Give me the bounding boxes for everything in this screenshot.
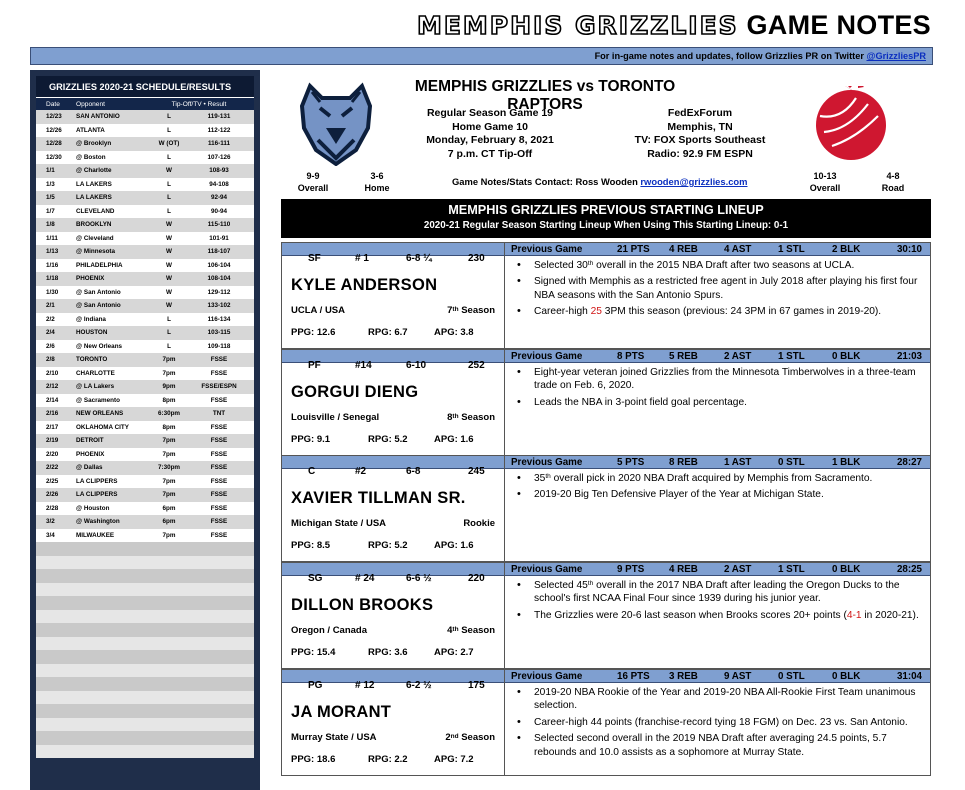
grizzlies-logo-icon (296, 78, 376, 166)
schedule-row (36, 515, 254, 529)
game-opponent: LA LAKERS (76, 180, 112, 188)
player-note: • Signed with Memphis as a restricted free agent in July 2018 after playing his first four NBA seasons with the San Antonio Spurs. (512, 275, 924, 302)
twitter-handle-link[interactable]: @GrizzliesPR (866, 51, 926, 61)
game-result: L (167, 342, 171, 350)
game-opponent: @ Boston (76, 153, 106, 161)
player-season: 2nd Season (445, 732, 495, 743)
player-number: #2 (355, 466, 367, 477)
schedule-row (36, 745, 254, 759)
player-notes-panel (505, 456, 930, 561)
player-rpg: RPG: 5.2 (368, 540, 408, 551)
lineup-header (281, 199, 931, 238)
game-opponent: @ Indiana (76, 315, 106, 323)
game-opponent: LA LAKERS (76, 194, 112, 202)
game-opponent: @ Sacramento (76, 396, 120, 404)
player-weight: 175 (468, 680, 485, 691)
matchup-title: MEMPHIS GRIZZLIES vs TORONTO RAPTORS (414, 78, 676, 113)
game-date: 1/18 (46, 275, 59, 283)
schedule-row (36, 232, 254, 246)
player-season: Rookie (463, 518, 495, 529)
schedule-row (36, 623, 254, 637)
game-opponent: CHARLOTTE (76, 369, 115, 377)
game-opponent: @ San Antonio (76, 288, 121, 296)
game-date: 2/8 (46, 356, 55, 364)
game-date: 1/1 (46, 167, 55, 175)
schedule-row (36, 326, 254, 340)
game-opponent: PHOENIX (76, 275, 105, 283)
game-date: 2/26 (46, 491, 59, 499)
player-note: • Selected second overall in the 2019 NBA Draft after averaging 24.5 points, 5.7 rebounds and 10.0 assists as a sophomore at Murray State. (512, 732, 924, 759)
schedule-row (36, 691, 254, 705)
player-ppg: PPG: 9.1 (291, 434, 331, 445)
game-opponent: HOUSTON (76, 329, 108, 337)
game-result: L (167, 153, 171, 161)
previous-game-stats: Previous Game 5 PTS 8 REB 1 AST 0 STL 1 BLK 28:27 (505, 456, 930, 469)
player-rpg: RPG: 3.6 (368, 647, 408, 658)
game-result: L (167, 315, 171, 323)
memphis-home-record: 3-6 Home (364, 171, 390, 193)
player-bio (282, 243, 505, 348)
player-bio (282, 456, 505, 561)
game-score-tv: FSSE (210, 531, 228, 539)
schedule-row (36, 583, 254, 597)
schedule-row (36, 407, 254, 421)
player-name: KYLE ANDERSON (291, 276, 438, 294)
schedule-row (36, 718, 254, 732)
player-apg: APG: 7.2 (434, 754, 474, 765)
game-result: 7pm (162, 356, 176, 364)
lineup-title: MEMPHIS GRIZZLIES PREVIOUS STARTING LINEUP (448, 203, 764, 217)
game-score-tv: FSSE (210, 450, 228, 458)
game-result: 9pm (162, 383, 176, 391)
player-school: Michigan State / USA (291, 518, 387, 529)
game-opponent: @ New Orleans (76, 342, 123, 350)
player-position: SF (308, 253, 321, 264)
raptors-logo-icon (812, 86, 890, 164)
game-result: 7pm (162, 450, 176, 458)
game-result: L (167, 194, 171, 202)
player-bio (282, 670, 505, 775)
schedule-row (36, 529, 254, 543)
schedule-row (36, 569, 254, 583)
game-date: 3/2 (46, 518, 55, 526)
game-result: 7pm (162, 477, 176, 485)
player-note: • Selected 30th overall in the 2015 NBA Draft after two seasons at UCLA. (512, 259, 924, 272)
player-name: JA MORANT (291, 703, 392, 721)
game-result: 7pm (162, 437, 176, 445)
schedule-row (36, 353, 254, 367)
game-result: 8pm (162, 423, 176, 431)
schedule-row (36, 421, 254, 435)
game-result: W (166, 275, 172, 283)
game-date: 1/30 (46, 288, 59, 296)
game-result: 6:30pm (157, 410, 181, 418)
game-result: W (OT) (158, 140, 180, 148)
game-date: 1/7 (46, 207, 55, 215)
schedule-row (36, 394, 254, 408)
game-score-tv: FSSE/ESPN (201, 383, 237, 391)
game-result: 6pm (162, 518, 176, 526)
game-date: 2/6 (46, 342, 55, 350)
player-height: 6-8 (406, 466, 421, 477)
player-name: DILLON BROOKS (291, 596, 434, 614)
player-apg: APG: 2.7 (434, 647, 474, 658)
game-opponent: CLEVELAND (76, 207, 115, 215)
game-opponent: PHOENIX (76, 450, 105, 458)
game-result: W (166, 221, 172, 229)
col-tipoff: Tip-Off/TV • Result (171, 100, 227, 108)
player-card (281, 242, 931, 349)
schedule-row (36, 461, 254, 475)
game-date: 2/10 (46, 369, 59, 377)
player-number: # 12 (355, 680, 375, 691)
game-score-tv: TNT (212, 410, 226, 418)
player-school: Oregon / Canada (291, 625, 368, 636)
schedule-row (36, 731, 254, 745)
game-result: 7:30pm (157, 464, 181, 472)
player-height: 6-8 ¼ (406, 253, 432, 264)
player-notes (512, 472, 924, 505)
highlight-stat: 25 (590, 306, 602, 318)
game-opponent: @ Cleveland (76, 234, 114, 242)
game-date: 2/28 (46, 504, 59, 512)
game-result: L (167, 113, 171, 121)
game-result: 7pm (162, 369, 176, 377)
game-date: 2/17 (46, 423, 59, 431)
game-date: 1/11 (46, 234, 58, 242)
game-opponent: LA CLIPPERS (76, 477, 118, 485)
player-ppg: PPG: 18.6 (291, 754, 336, 765)
schedule-row (36, 340, 254, 354)
schedule-table (36, 110, 254, 758)
game-opponent: PHILADELPHIA (76, 261, 123, 269)
player-notes-panel (505, 670, 930, 775)
game-result: 7pm (162, 491, 176, 499)
title-team: MEMPHIS GRIZZLIES (416, 11, 739, 40)
schedule-row (36, 313, 254, 327)
game-info-right: FedExForum Memphis, TN TV: FOX Sports Southeast Radio: 92.9 FM ESPN (634, 107, 766, 160)
player-height: 6-6 ½ (406, 573, 432, 584)
game-opponent: TORONTO (76, 356, 108, 364)
game-date: 12/28 (46, 140, 62, 148)
schedule-row (36, 299, 254, 313)
player-season: 7th Season (447, 305, 495, 316)
lineup-subtitle: 2020-21 Regular Season Starting Lineup When Using This Starting Lineup: 0-1 (423, 220, 789, 231)
game-score-tv: FSSE (210, 423, 228, 431)
schedule-sidebar (30, 70, 260, 790)
game-score-tv: FSSE (210, 369, 228, 377)
game-score-tv: 107-126 (207, 153, 231, 161)
game-result: 7pm (162, 531, 176, 539)
game-score-tv: 116-134 (207, 315, 231, 323)
schedule-row (36, 448, 254, 462)
player-weight: 245 (468, 466, 485, 477)
game-date: 1/5 (46, 194, 55, 202)
previous-game-stats: Previous Game 16 PTS 3 REB 9 AST 0 STL 0 BLK 31:04 (505, 670, 930, 683)
game-score-tv: 103-115 (207, 329, 231, 337)
game-date: 2/2 (46, 315, 55, 323)
memphis-overall-record: 9-9 Overall (297, 171, 329, 193)
schedule-row (36, 610, 254, 624)
game-result: W (166, 302, 172, 310)
schedule-row (36, 151, 254, 165)
game-result: L (167, 329, 171, 337)
twitter-notice (30, 47, 933, 65)
player-note: • 35th overall pick in 2020 NBA Draft acquired by Memphis from Sacramento. (512, 472, 924, 485)
player-number: # 24 (355, 573, 375, 584)
player-notes-panel (505, 243, 930, 348)
schedule-row (36, 137, 254, 151)
highlight-stat: 4-1 (846, 609, 862, 621)
player-season: 8th Season (447, 412, 495, 423)
col-opponent: Opponent (76, 100, 105, 108)
schedule-row (36, 664, 254, 678)
game-opponent: @ LA Lakers (76, 383, 115, 391)
player-card (281, 669, 931, 776)
col-date: Date (46, 100, 60, 108)
game-opponent: SAN ANTONIO (76, 113, 120, 121)
schedule-row (36, 178, 254, 192)
player-note: • Eight-year veteran joined Grizzlies from the Minnesota Timberwolves in a three-team trade on Feb. 6, 2020. (512, 366, 924, 393)
player-weight: 252 (468, 360, 485, 371)
game-result: L (167, 180, 171, 188)
schedule-row (36, 556, 254, 570)
game-date: 12/30 (46, 153, 62, 161)
player-note: • 2019-20 Big Ten Defensive Player of the Year at Michigan State. (512, 488, 924, 501)
previous-game-stats: Previous Game 9 PTS 4 REB 2 AST 1 STL 0 BLK 28:25 (505, 563, 930, 576)
game-score-tv: 109-118 (207, 342, 231, 350)
game-opponent: MILWAUKEE (76, 531, 115, 539)
game-opponent: @ Dallas (76, 464, 103, 472)
game-score-tv: 92-94 (210, 194, 228, 202)
game-score-tv: 101-91 (209, 234, 229, 242)
game-result: W (166, 288, 172, 296)
notice-text: For in-game notes and updates, follow Grizzlies PR on Twitter (594, 51, 864, 61)
game-result: 8pm (162, 396, 176, 404)
schedule-row (36, 502, 254, 516)
game-score-tv: 118-107 (207, 248, 231, 256)
schedule-row (36, 205, 254, 219)
game-score-tv: FSSE (210, 356, 228, 364)
game-score-tv: 94-108 (209, 180, 229, 188)
player-notes-panel (505, 563, 930, 668)
game-opponent: ATLANTA (76, 126, 105, 134)
player-name: XAVIER TILLMAN SR. (291, 489, 466, 507)
player-ppg: PPG: 8.5 (291, 540, 331, 551)
schedule-row (36, 677, 254, 691)
player-number: #14 (355, 360, 372, 371)
player-school: Murray State / USA (291, 732, 377, 743)
schedule-row (36, 191, 254, 205)
game-score-tv: FSSE (210, 464, 228, 472)
game-score-tv: 112-122 (207, 126, 231, 134)
player-height: 6-10 (406, 360, 427, 371)
game-result: W (166, 234, 172, 242)
player-number: # 1 (355, 253, 369, 264)
player-rpg: RPG: 5.2 (368, 434, 408, 445)
schedule-row (36, 272, 254, 286)
game-score-tv: 115-110 (207, 221, 231, 229)
schedule-columns (36, 98, 254, 110)
game-score-tv: 116-111 (207, 140, 231, 148)
game-info-left: Regular Season Game 19 Home Game 10 Monday, February 8, 2021 7 p.m. CT Tip-Off (426, 107, 554, 160)
player-notes-panel (505, 350, 930, 455)
schedule-row (36, 704, 254, 718)
player-note: • Selected 45th overall in the 2017 NBA Draft after leading the Oregon Ducks to the school's first NCAA Final Four since 1939 during his junior year. (512, 579, 924, 606)
game-date: 2/12 (46, 383, 59, 391)
player-bio (282, 350, 505, 455)
player-note: • 2019-20 NBA Rookie of the Year and 2019-20 NBA All-Rookie First Team unanimous selection. (512, 686, 924, 713)
game-score-tv: FSSE (210, 477, 228, 485)
game-result: L (167, 207, 171, 215)
schedule-row (36, 475, 254, 489)
player-height: 6-2 ½ (406, 680, 432, 691)
player-apg: APG: 1.6 (434, 540, 474, 551)
schedule-row (36, 124, 254, 138)
player-bio (282, 563, 505, 668)
game-result: W (166, 261, 172, 269)
player-position: PF (308, 360, 321, 371)
game-date: 2/4 (46, 329, 55, 337)
player-note: • Leads the NBA in 3-point field goal percentage. (512, 396, 924, 409)
previous-game-stats: Previous Game 21 PTS 4 REB 4 AST 1 STL 2 BLK 30:10 (505, 243, 930, 256)
game-result: L (167, 126, 171, 134)
player-note: • The Grizzlies were 20-6 last season when Brooks scores 20+ points (4-1 in 2020-21). (512, 609, 924, 622)
game-date: 2/14 (46, 396, 59, 404)
game-date: 1/3 (46, 180, 55, 188)
schedule-row (36, 110, 254, 124)
player-ppg: PPG: 12.6 (291, 327, 336, 338)
game-score-tv: FSSE (210, 396, 228, 404)
game-date: 1/13 (46, 248, 59, 256)
game-opponent: NEW ORLEANS (76, 410, 124, 418)
player-position: PG (308, 680, 323, 691)
schedule-row (36, 218, 254, 232)
schedule-row (36, 542, 254, 556)
schedule-row (36, 596, 254, 610)
game-date: 12/26 (46, 126, 62, 134)
page-title (417, 10, 931, 41)
player-card (281, 349, 931, 456)
game-score-tv: FSSE (210, 518, 228, 526)
previous-game-stats: Previous Game 8 PTS 5 REB 2 AST 1 STL 0 BLK 21:03 (505, 350, 930, 363)
game-score-tv: 106-104 (207, 261, 231, 269)
game-opponent: @ Houston (76, 504, 110, 512)
game-result: 6pm (162, 504, 176, 512)
game-opponent: @ Charlotte (76, 167, 112, 175)
player-card (281, 455, 931, 562)
contact-email-link[interactable]: rwooden@grizzlies.com (640, 176, 748, 187)
game-score-tv: 108-93 (209, 167, 229, 175)
game-opponent: LA CLIPPERS (76, 491, 118, 499)
schedule-row (36, 245, 254, 259)
player-school: UCLA / USA (291, 305, 346, 316)
schedule-row (36, 380, 254, 394)
schedule-row (36, 164, 254, 178)
player-apg: APG: 3.8 (434, 327, 474, 338)
toronto-road-record: 4-8 Road (881, 171, 905, 193)
game-opponent: DETROIT (76, 437, 104, 445)
game-opponent: @ Minnesota (76, 248, 116, 256)
stats-contact: Game Notes/Stats Contact: Ross Wooden rwooden@grizzlies.com (452, 176, 748, 187)
player-position: SG (308, 573, 323, 584)
game-date: 1/16 (46, 261, 59, 269)
game-score-tv: 90-94 (210, 207, 228, 215)
game-date: 3/4 (46, 531, 55, 539)
player-note: • Career-high 25 3PM this season (previous: 24 3PM in 67 games in 2019-20). (512, 305, 924, 318)
player-rpg: RPG: 2.2 (368, 754, 408, 765)
game-date: 2/19 (46, 437, 59, 445)
game-result: W (166, 248, 172, 256)
game-opponent: @ Brooklyn (76, 140, 112, 148)
player-weight: 230 (468, 253, 485, 264)
schedule-row (36, 367, 254, 381)
toronto-overall-record: 10-13 Overall (809, 171, 841, 193)
game-date: 12/23 (46, 113, 62, 121)
player-position: C (308, 466, 316, 477)
game-score-tv: 129-112 (207, 288, 231, 296)
game-date: 2/22 (46, 464, 59, 472)
schedule-row (36, 650, 254, 664)
player-rpg: RPG: 6.7 (368, 327, 408, 338)
player-apg: APG: 1.6 (434, 434, 474, 445)
schedule-row (36, 259, 254, 273)
player-notes (512, 686, 924, 762)
schedule-row (36, 434, 254, 448)
player-notes (512, 579, 924, 625)
game-result: W (166, 167, 172, 175)
schedule-row (36, 637, 254, 651)
title-notes: GAME NOTES (746, 10, 931, 40)
game-score-tv: FSSE (210, 437, 228, 445)
game-score-tv: FSSE (210, 491, 228, 499)
game-score-tv: 108-104 (207, 275, 231, 283)
schedule-row (36, 286, 254, 300)
game-date: 2/1 (46, 302, 55, 310)
player-notes (512, 259, 924, 322)
game-date: 2/20 (46, 450, 59, 458)
game-opponent: @ San Antonio (76, 302, 121, 310)
game-date: 2/25 (46, 477, 59, 485)
game-opponent: BROOKLYN (76, 221, 112, 229)
game-score-tv: 133-102 (207, 302, 231, 310)
game-opponent: OKLAHOMA CITY (76, 423, 129, 431)
player-school: Louisville / Senegal (291, 412, 380, 423)
player-weight: 220 (468, 573, 485, 584)
schedule-heading: GRIZZLIES 2020-21 SCHEDULE/RESULTS (36, 76, 254, 98)
player-card (281, 562, 931, 669)
game-score-tv: 119-131 (207, 113, 231, 121)
game-opponent: @ Washington (76, 518, 120, 526)
player-name: GORGUI DIENG (291, 383, 419, 401)
schedule-row (36, 488, 254, 502)
game-score-tv: FSSE (210, 504, 228, 512)
game-date: 2/16 (46, 410, 59, 418)
player-ppg: PPG: 15.4 (291, 647, 336, 658)
player-season: 4th Season (447, 625, 495, 636)
game-date: 1/8 (46, 221, 55, 229)
player-note: • Career-high 44 points (franchise-record tying 18 FGM) on Dec. 23 vs. San Antonio. (512, 716, 924, 729)
player-notes (512, 366, 924, 412)
